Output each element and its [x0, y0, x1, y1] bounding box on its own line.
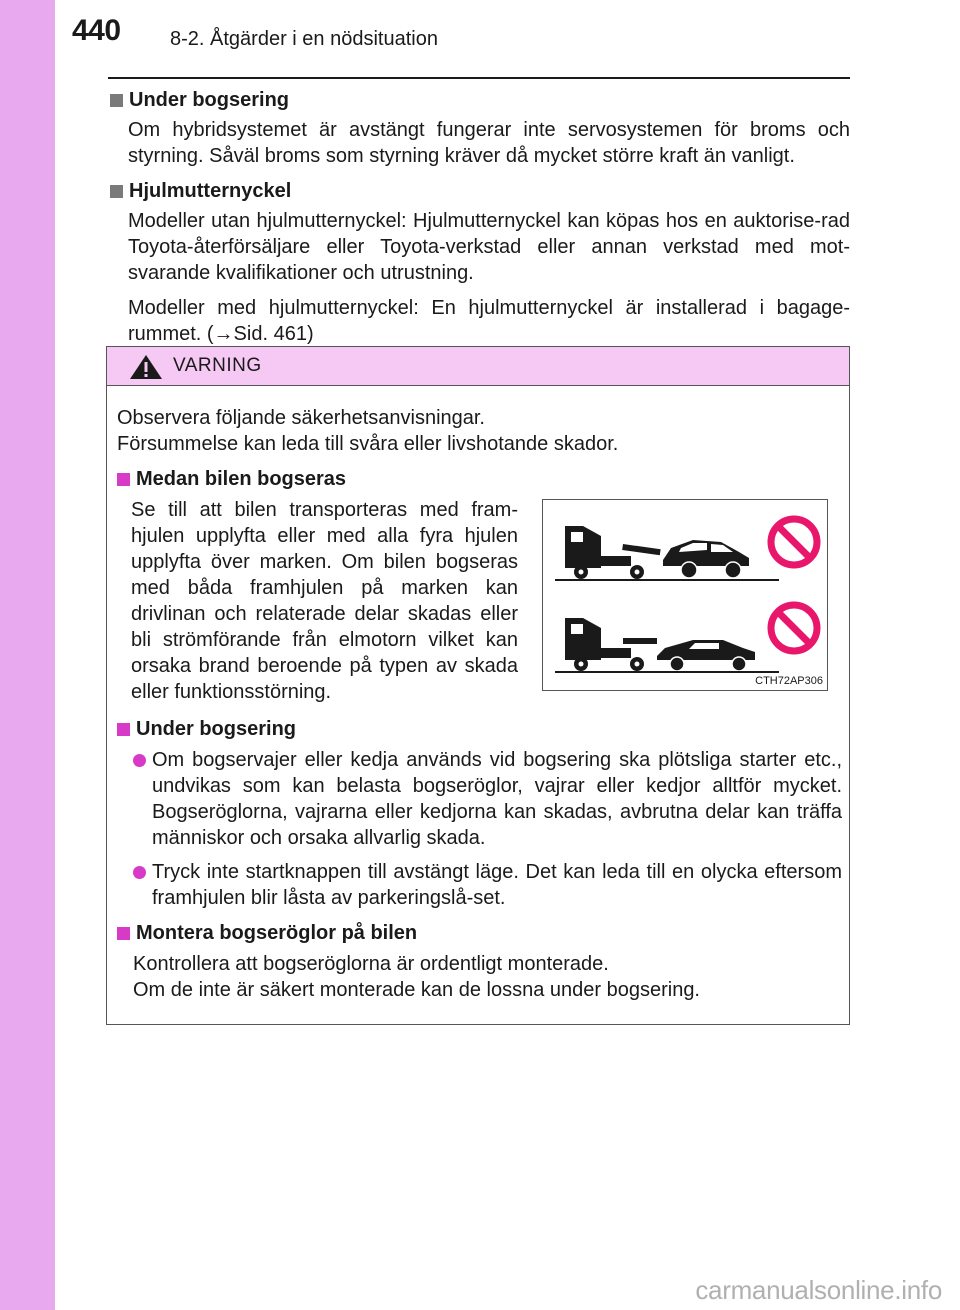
square-bullet-icon [110, 94, 123, 107]
warning-subheading-text: Montera bogseröglor på bilen [136, 922, 418, 944]
section-heading [108, 177, 850, 205]
list-item-text: Tryck inte startknappen till avstängt läge. Det kan leda till en olycka eftersom framhjulen blir låsta av parkeringslå-set. [152, 861, 842, 909]
circle-bullet-icon [133, 866, 146, 879]
list-item [117, 747, 842, 851]
warning-triangle-icon [129, 354, 163, 380]
circle-bullet-icon [133, 754, 146, 767]
warning-body [117, 405, 842, 493]
header-rule [108, 77, 850, 79]
paragraph: Modeller med hjulmutternyckel: En hjulmutternyckel är installerad i bagage-rummet. (→Sid. 461) [128, 297, 850, 345]
page-header [0, 0, 960, 62]
watermark: carmanualsonline.info [695, 1275, 942, 1305]
warning-header [107, 347, 849, 386]
warning-box [106, 346, 850, 1025]
warning-subheading [117, 465, 842, 493]
section-heading-text: Under bogsering [129, 89, 290, 111]
paragraph: Modeller utan hjulmutternyckel: Hjulmutternyckel kan köpas hos en auktorise-rad Toyota-återförsäljare eller Toyota-verkstad eller annan verkstad med mot-svarande kvalifikationer och utrustning. [128, 210, 850, 284]
mount-text: Kontrollera att bogseröglorna är ordentligt monterade. [133, 953, 609, 975]
section-heading [108, 86, 850, 114]
warning-subheading-text: Medan bilen bogseras [136, 468, 347, 490]
chapter-side-strip [0, 0, 55, 1310]
section-title: 8-2. Åtgärder i en nödsituation [170, 28, 438, 50]
illustration-code: CTH72AP306 [755, 675, 823, 687]
square-bullet-icon [117, 473, 130, 486]
warning-intro: Försummelse kan leda till svåra eller livshotande skador. [117, 433, 619, 455]
mount-text: Om de inte är säkert monterade kan de lossna under bogsering. [133, 979, 700, 1001]
square-bullet-icon [110, 185, 123, 198]
warning-subheading [117, 715, 842, 743]
list-item-text: Om bogservajer eller kedja används vid bogsering ska plötsliga starter etc., undvikas som kan belasta bogseröglor, vajrar eller kedjor alltför mycket. Bogseröglorna, vajrarna eller kedjorna kan skadas, avbrutna delar kan träffa människor och orsaka allvarlig skada. [152, 749, 842, 849]
section-heading-text: Hjulmutternyckel [129, 180, 292, 202]
list-item [117, 859, 842, 911]
warning-intro: Observera följande säkerhetsanvisningar. [117, 407, 485, 429]
page-number: 440 [72, 14, 121, 47]
warning-title: VARNING [173, 355, 262, 376]
square-bullet-icon [117, 723, 130, 736]
paragraph: Om hybridsystemet är avstängt fungerar inte servosystemen för broms och styrning. Såväl broms som styrning kräver då mycket större kraft än vanligt. [128, 119, 850, 167]
square-bullet-icon [117, 927, 130, 940]
warning-lower [117, 709, 842, 1003]
towing-text: Se till att bilen transporteras med fram-hjulen upplyfta eller med alla fyra hjulen upplyfta över marken. Om bilen bogseras med båda framhjulen på marken kan drivlinan och relaterade delar skadas eller bli strömförande från elmotorn vilket kan orsaka brand beroende på typen av skada eller funktionsstörning. [131, 499, 518, 703]
warning-subheading-text: Under bogsering [136, 718, 297, 740]
towing-diagram-icon [543, 500, 827, 690]
towing-illustration [542, 499, 828, 691]
main-content [108, 86, 850, 347]
warning-subheading [117, 919, 842, 947]
